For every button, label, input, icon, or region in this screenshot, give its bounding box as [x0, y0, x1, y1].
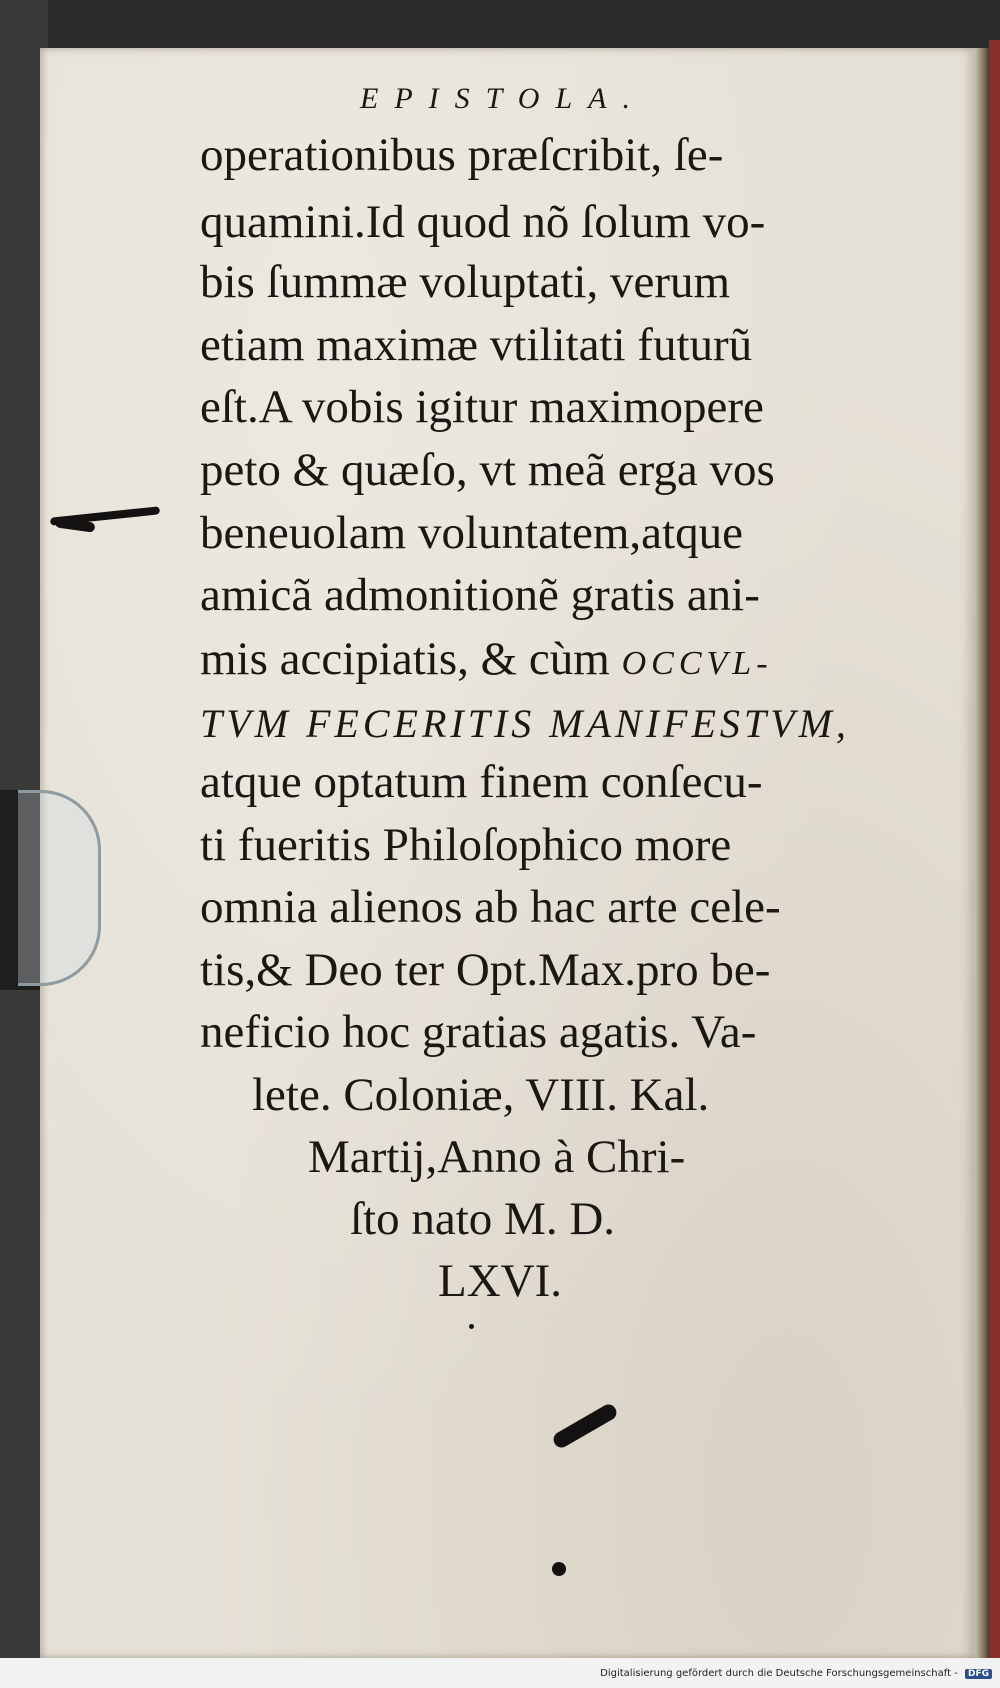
paper-clip-icon — [18, 790, 101, 986]
text-line-14: tis,& Deo ter Opt.Max.pro be- — [200, 944, 771, 996]
text-line-9 — [200, 632, 773, 686]
text-line-15: neficio hoc gratias agatis. Va- — [200, 1006, 757, 1058]
page-gutter — [975, 48, 989, 1658]
text-line-11: atque optatum finem conſecu- — [200, 756, 763, 808]
text-line-7: beneuolam voluntatem,atque — [200, 507, 743, 559]
credit-text: Digitalisierung gefördert durch die Deutsche Forschungsgemeinschaft - — [600, 1668, 958, 1679]
text-line-18: ſto nato M. D. — [350, 1193, 616, 1245]
text-line-5: eſt.A vobis igitur maximopere — [200, 381, 764, 433]
text-line-6: peto & quæſo, vt meã erga vos — [200, 444, 775, 496]
digitization-credit — [600, 1668, 992, 1679]
text-line-12: ti fueritis Philoſophico more — [200, 819, 732, 871]
text-line-2: quamini.Id quod nõ ſolum vo- — [200, 196, 766, 248]
text-line-10: TVM FECERITIS MANIFESTVM, — [200, 701, 850, 746]
running-head: EPISTOLA. — [360, 82, 646, 115]
text-line-16: lete. Coloniæ, VIII. Kal. — [252, 1069, 710, 1121]
text-line-1: operationibus præſcribit, ſe- — [200, 129, 724, 181]
text-line-9-smallcaps: OCCVL- — [621, 645, 773, 682]
text-line-8: amicã admonitionẽ gratis ani- — [200, 569, 760, 621]
ink-dot-mark — [469, 1324, 474, 1329]
text-line-13: omnia alienos ab hac arte cele- — [200, 881, 781, 933]
text-line-9-main: mis accipiatis, & cùm — [200, 633, 610, 685]
text-line-4: etiam maximæ vtilitati futurũ — [200, 319, 753, 371]
text-line-19: LXVI. — [438, 1255, 562, 1307]
book-edge — [989, 40, 1000, 1670]
ink-dot-mark — [552, 1562, 566, 1576]
text-line-17: Martij,Anno à Chri- — [308, 1131, 686, 1183]
dfg-logo-icon: DFG — [965, 1669, 992, 1679]
text-line-3: bis ſummæ voluptati, verum — [200, 256, 731, 308]
